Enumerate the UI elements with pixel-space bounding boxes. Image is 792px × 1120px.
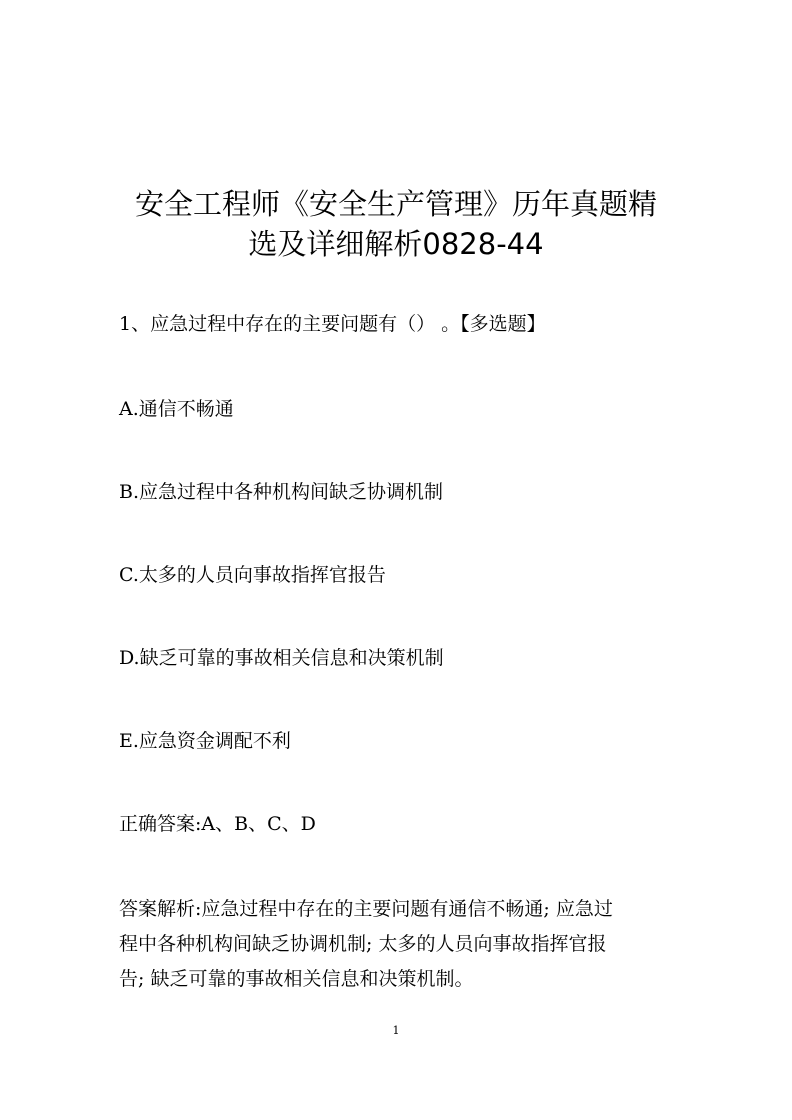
question-text: 1、应急过程中存在的主要问题有（） 。【多选题】 <box>119 313 546 335</box>
option-d: D.缺乏可靠的事故相关信息和决策机制 <box>119 647 444 669</box>
option-e: E.应急资金调配不利 <box>119 730 291 752</box>
option-a: A.通信不畅通 <box>119 398 234 420</box>
option-c: C.太多的人员向事故指挥官报告 <box>119 564 386 586</box>
explanation-line-3: 告; 缺乏可靠的事故相关信息和决策机制。 <box>119 968 474 990</box>
explanation-line-1: 答案解析:应急过程中存在的主要问题有通信不畅通; 应急过 <box>119 898 613 920</box>
explanation-line-2: 程中各种机构间缺乏协调机制; 太多的人员向事故指挥官报 <box>119 933 607 955</box>
answer-explanation <box>119 892 679 997</box>
page-number: 1 <box>392 1024 400 1037</box>
document-title-line-1: 安全工程师《安全生产管理》历年真题精 <box>134 187 657 221</box>
option-b: B.应急过程中各种机构间缺乏协调机制 <box>119 481 444 503</box>
document-title-line-2: 选及详细解析0828-44 <box>248 227 544 261</box>
correct-answer: 正确答案:A、B、C、D <box>119 813 316 835</box>
